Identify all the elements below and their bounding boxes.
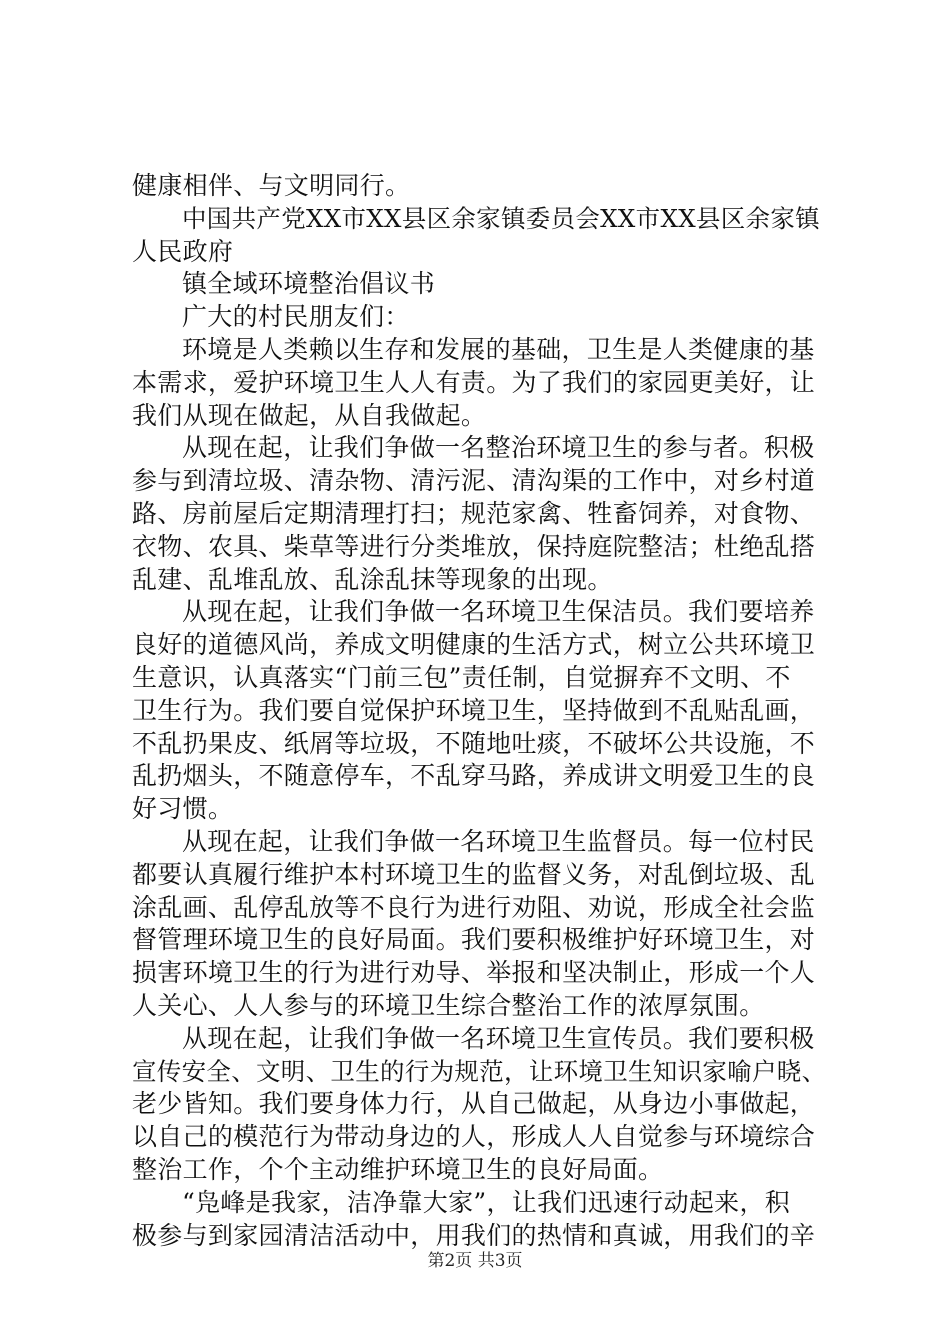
text-line: 从现在起，让我们争做一名整治环境卫生的参与者。积极 — [182, 433, 815, 463]
text-line: 环境是人类赖以生存和发展的基础，卫生是人类健康的基 — [182, 334, 815, 364]
text-line: 宣传安全、文明、卫生的行为规范，让环境卫生知识家喻户晓、 — [132, 1056, 827, 1086]
text-line: “凫峰是我家，洁净靠大家”，让我们迅速行动起来，积 — [182, 1187, 791, 1217]
text-line: 涂乱画、乱停乱放等不良行为进行劝阻、劝说，形成全社会监 — [132, 892, 816, 922]
text-line: 老少皆知。我们要身体力行，从自己做起，从身边小事做起， — [132, 1089, 816, 1119]
text-line: 从现在起，让我们争做一名环境卫生监督员。每一位村民 — [182, 826, 815, 856]
text-line: 以自己的模范行为带动身边的人，形成人人自觉参与环境综合 — [132, 1122, 816, 1152]
text-line: 广大的村民朋友们： — [182, 302, 410, 332]
text-line: 人关心、人人参与的环境卫生综合整治工作的浓厚氛围。 — [132, 990, 765, 1020]
text-line: 路、房前屋后定期清理打扫；规范家禽、牲畜饲养，对食物、 — [132, 498, 816, 528]
document-body — [132, 170, 832, 1252]
text-line: 健康相伴、与文明同行。 — [132, 171, 411, 200]
text-line: 乱扔烟头，不随意停车，不乱穿马路，养成讲文明爱卫生的良 — [132, 761, 816, 791]
text-line: 极参与到家园清洁活动中，用我们的热情和真诚，用我们的辛 — [132, 1220, 816, 1250]
text-line: 整治工作，个个主动维护环境卫生的良好局面。 — [132, 1154, 664, 1184]
text-line: 从现在起，让我们争做一名环境卫生保洁员。我们要培养 — [182, 597, 815, 627]
text-line: 人民政府 — [132, 236, 234, 266]
text-line: 都要认真履行维护本村环境卫生的监督义务，对乱倒垃圾、乱 — [132, 859, 816, 889]
text-line: 生意识，认真落实“门前三包”责任制，自觉摒弃不文明、不 — [132, 662, 791, 692]
text-line: 本需求，爱护环境卫生人人有责。为了我们的家园更美好，让 — [132, 367, 816, 397]
text-line: 督管理环境卫生的良好局面。我们要积极维护好环境卫生，对 — [132, 925, 816, 955]
text-line: 好习惯。 — [132, 794, 234, 824]
text-line: 镇全域环境整治倡议书 — [182, 269, 436, 299]
text-line: 乱建、乱堆乱放、乱涂乱抹等现象的出现。 — [132, 564, 613, 594]
text-line: 从现在起，让我们争做一名环境卫生宣传员。我们要积极 — [182, 1023, 815, 1053]
text-line: 衣物、农具、柴草等进行分类堆放，保持庭院整洁；杜绝乱搭 — [132, 531, 816, 561]
text-line: 参与到清垃圾、清杂物、清污泥、清沟渠的工作中，对乡村道 — [132, 466, 816, 496]
text-line: 不乱扔果皮、纸屑等垃圾，不随地吐痰，不破坏公共设施，不 — [132, 728, 816, 758]
text-line: 卫生行为。我们要自觉保护环境卫生，坚持做到不乱贴乱画， — [132, 695, 816, 725]
text-line: 损害环境卫生的行为进行劝导、举报和坚决制止，形成一个人 — [132, 958, 816, 988]
text-line: 中国共产党XX市XX县区余家镇委员会XX市XX县区余家镇 — [182, 203, 820, 233]
page-footer: 第2页 共3页 — [427, 1251, 523, 1271]
text-line: 良好的道德风尚，养成文明健康的生活方式，树立公共环境卫 — [132, 630, 816, 660]
text-line: 我们从现在做起，从自我做起。 — [132, 400, 487, 430]
